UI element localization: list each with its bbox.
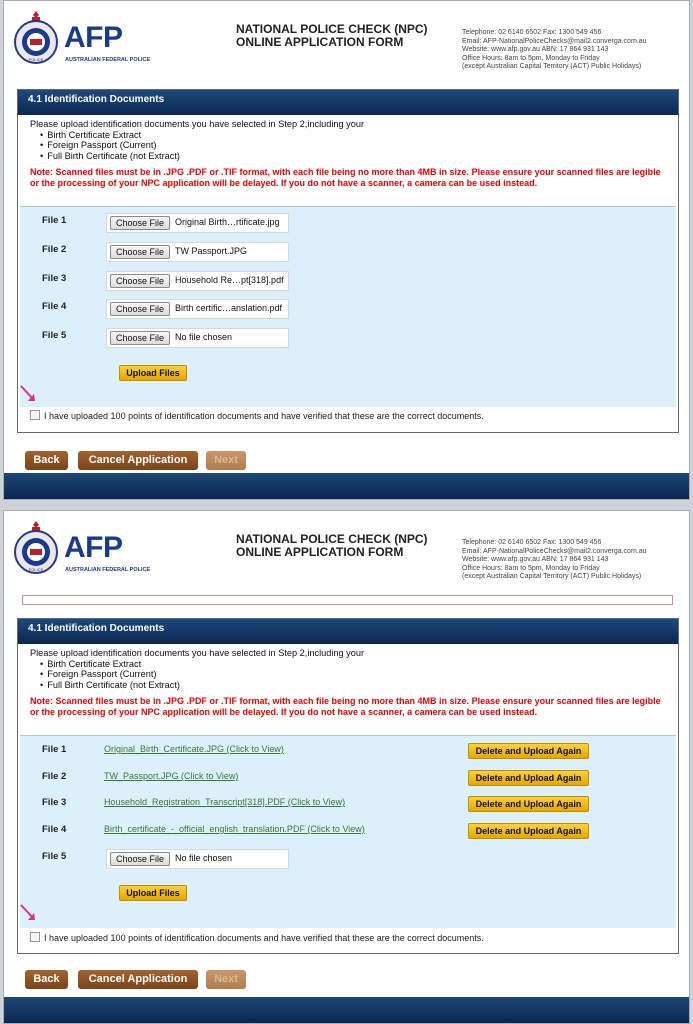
confirm-row xyxy=(30,410,484,421)
afp-logo xyxy=(12,519,151,579)
file-view-link[interactable]: Original_Birth_Certificate.JPG (Click to View) xyxy=(104,744,284,754)
page-header xyxy=(4,511,689,591)
file-label: File 1 xyxy=(42,744,67,755)
file-row-1 xyxy=(42,742,682,762)
section-intro: Please upload identification documents you have selected in Step 2,including your • Birth Certificate Extract • Foreign Passport (Current) • Full Birth Certificate (not Extract) Note: Scanned files must be in .JPG .PDF or .TIF format, with each file being no more than 4MB in size. Please ensure your scanned files are legible or the processing of your NPC application will be delayed. If you do not have a scanner, a camera can be used instead. xyxy=(18,644,678,718)
svg-text:POLICE: POLICE xyxy=(28,567,44,572)
choose-file-button[interactable]: Choose File xyxy=(110,302,170,316)
list-item: • Birth Certificate Extract xyxy=(40,659,666,670)
afp-subtitle: AUSTRALIAN FEDERAL POLICE xyxy=(65,57,151,63)
list-item: • Birth Certificate Extract xyxy=(40,130,666,141)
list-item: • Foreign Passport (Current) xyxy=(40,140,666,151)
page-header xyxy=(4,1,689,81)
page-footer xyxy=(4,473,689,499)
validation-message-box xyxy=(22,595,673,605)
file-row-2 xyxy=(42,242,682,262)
cancel-application-button[interactable]: Cancel Application xyxy=(78,970,198,989)
afp-wordmark: AFP xyxy=(64,531,123,564)
back-button[interactable]: Back xyxy=(25,451,68,470)
file-input-4[interactable] xyxy=(106,299,289,319)
file-label: File 1 xyxy=(42,215,67,226)
file-label: File 3 xyxy=(42,797,67,808)
section-title: 4.1 Identification Documents xyxy=(18,90,678,115)
form-panel-after xyxy=(3,510,690,1024)
file-row-4 xyxy=(42,299,682,319)
file-row-5 xyxy=(42,849,682,869)
file-name: No file chosen xyxy=(175,332,233,342)
upload-files-button[interactable]: Upload Files xyxy=(119,885,187,901)
delete-upload-again-button[interactable]: Delete and Upload Again xyxy=(468,823,589,839)
file-row-3 xyxy=(42,271,682,291)
file-label: File 5 xyxy=(42,851,67,862)
back-button[interactable]: Back xyxy=(25,970,68,989)
file-view-link[interactable]: TW_Passport.JPG (Click to View) xyxy=(104,771,239,781)
file-row-4 xyxy=(42,822,682,842)
file-upload-area xyxy=(20,735,676,928)
file-label: File 2 xyxy=(42,244,67,255)
choose-file-button[interactable]: Choose File xyxy=(110,274,170,288)
identification-section xyxy=(17,89,679,433)
file-input-1[interactable] xyxy=(106,213,289,233)
file-label: File 2 xyxy=(42,771,67,782)
confirm-checkbox[interactable] xyxy=(30,932,40,942)
file-name: Birth certific…anslation.pdf xyxy=(175,303,283,313)
delete-upload-again-button[interactable]: Delete and Upload Again xyxy=(468,743,589,759)
cancel-application-button[interactable]: Cancel Application xyxy=(78,451,198,470)
contact-info: Telephone: 02 6140 6502 Fax: 1300 549 456 Email: AFP-NationalPoliceChecks@mail2.converga.com.au Website: www.afp.gov.au ABN: 17 864 931 143 Office Hours: 8am to 5pm, Monday to Friday (except Australian Capital Territory (ACT) Public Holidays) xyxy=(462,539,647,580)
afp-subtitle: AUSTRALIAN FEDERAL POLICE xyxy=(65,567,151,573)
file-name: No file chosen xyxy=(175,853,233,863)
file-input-2[interactable] xyxy=(106,242,289,262)
list-item: • Full Birth Certificate (not Extract) xyxy=(40,680,666,691)
page-footer xyxy=(4,997,689,1023)
afp-crest-icon xyxy=(12,519,60,577)
list-item: • Foreign Passport (Current) xyxy=(40,669,666,680)
next-button[interactable]: Next xyxy=(206,451,246,470)
file-name: TW Passport.JPG xyxy=(175,246,248,256)
afp-logo xyxy=(12,9,151,69)
afp-crest-icon xyxy=(12,9,60,67)
choose-file-button[interactable]: Choose File xyxy=(110,245,170,259)
pink-arrow-icon xyxy=(20,904,38,924)
form-panel-before xyxy=(3,0,690,500)
file-view-link[interactable]: Birth_certificate_-_official_english_translation.PDF (Click to View) xyxy=(104,824,365,834)
file-label: File 4 xyxy=(42,301,67,312)
file-label: File 3 xyxy=(42,273,67,284)
file-input-3[interactable] xyxy=(106,271,289,291)
file-name: Original Birth…rtificate.jpg xyxy=(175,217,280,227)
afp-wordmark: AFP xyxy=(64,21,123,54)
choose-file-button[interactable]: Choose File xyxy=(110,852,170,866)
list-item: • Full Birth Certificate (not Extract) xyxy=(40,151,666,162)
section-intro: Please upload identification documents you have selected in Step 2,including your • Birth Certificate Extract • Foreign Passport (Current) • Full Birth Certificate (not Extract) Note: Scanned files must be in .JPG .PDF or .TIF format, with each file being no more than 4MB in size. Please ensure your scanned files are legible or the processing of your NPC application will be delayed. If you do not have a scanner, a camera can be used instead. xyxy=(18,115,678,189)
format-note: Note: Scanned files must be in .JPG .PDF or .TIF format, with each file being no more than 4MB in size. Please ensure your scanned files are legible or the processing of your NPC application will be delayed. If you do not have a scanner, a camera can be used instead. xyxy=(30,167,661,188)
confirm-label: I have uploaded 100 points of identification documents and have verified that these are the correct documents. xyxy=(44,933,484,943)
file-name: Household Re…pt[318].pdf xyxy=(175,275,284,285)
file-label: File 5 xyxy=(42,330,67,341)
file-input-5[interactable] xyxy=(106,849,289,869)
page-title: NATIONAL POLICE CHECK (NPC) ONLINE APPLICATION FORM xyxy=(236,22,428,49)
file-row-2 xyxy=(42,769,682,789)
next-button[interactable]: Next xyxy=(206,970,246,989)
delete-upload-again-button[interactable]: Delete and Upload Again xyxy=(468,770,589,786)
document-list xyxy=(30,130,666,162)
pink-arrow-icon xyxy=(20,385,38,405)
confirm-row xyxy=(30,932,484,943)
section-title: 4.1 Identification Documents xyxy=(18,619,678,644)
document-list xyxy=(30,659,666,691)
file-row-3 xyxy=(42,795,682,815)
svg-text:POLICE: POLICE xyxy=(28,57,44,62)
file-row-1 xyxy=(42,213,682,233)
identification-section xyxy=(17,618,679,954)
file-view-link[interactable]: Household_Registration_Transcript[318].PDF (Click to View) xyxy=(104,797,346,807)
choose-file-button[interactable]: Choose File xyxy=(110,216,170,230)
page-title: NATIONAL POLICE CHECK (NPC) ONLINE APPLICATION FORM xyxy=(236,532,428,559)
confirm-checkbox[interactable] xyxy=(30,410,40,420)
file-upload-area xyxy=(20,206,676,407)
format-note: Note: Scanned files must be in .JPG .PDF or .TIF format, with each file being no more than 4MB in size. Please ensure your scanned files are legible or the processing of your NPC application will be delayed. If you do not have a scanner, a camera can be used instead. xyxy=(30,696,661,717)
file-row-5 xyxy=(42,328,682,348)
choose-file-button[interactable]: Choose File xyxy=(110,331,170,345)
file-input-5[interactable] xyxy=(106,328,289,348)
delete-upload-again-button[interactable]: Delete and Upload Again xyxy=(468,796,589,812)
upload-files-button[interactable]: Upload Files xyxy=(119,365,187,381)
contact-info: Telephone: 02 6140 6502 Fax: 1300 549 456 Email: AFP-NationalPoliceChecks@mail2.converga.com.au Website: www.afp.gov.au ABN: 17 864 931 143 Office Hours: 8am to 5pm, Monday to Friday (except Australian Capital Territory (ACT) Public Holidays) xyxy=(462,29,647,70)
confirm-label: I have uploaded 100 points of identification documents and have verified that these are the correct documents. xyxy=(44,411,484,421)
file-label: File 4 xyxy=(42,824,67,835)
